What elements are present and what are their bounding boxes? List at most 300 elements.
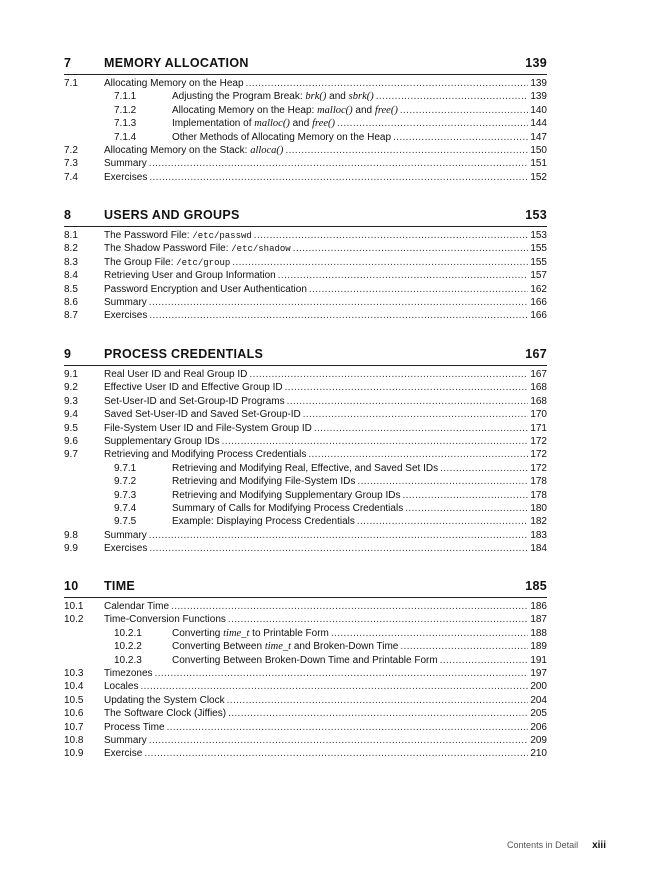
footer-label: Contents in Detail	[507, 840, 579, 850]
dot-leader	[285, 144, 528, 157]
entry-page: 197	[530, 667, 547, 679]
entry-title	[172, 502, 403, 515]
toc-entry	[64, 296, 547, 309]
chapter-page: 185	[525, 579, 547, 593]
entry-page: 182	[530, 516, 547, 528]
entry-title	[104, 529, 147, 542]
entry-title	[104, 694, 225, 707]
toc-entry	[64, 734, 547, 747]
entry-number: 7.4	[64, 171, 78, 183]
entry-text: Exercise	[104, 748, 143, 760]
toc-entry	[64, 104, 547, 117]
entry-text: Allocating Memory on the Heap:	[172, 104, 318, 116]
entry-title	[104, 368, 247, 381]
entry-title	[172, 654, 438, 667]
entry-text: Converting	[172, 627, 224, 639]
entry-page: 168	[530, 382, 547, 394]
dot-leader	[357, 515, 528, 528]
entry-number: 10.1	[64, 601, 84, 612]
dot-leader	[228, 707, 528, 720]
entry-line	[104, 613, 547, 626]
entry-number: 9.4	[64, 409, 78, 421]
entry-page: 186	[530, 601, 547, 612]
entry-title	[172, 104, 398, 117]
entry-number: 10.7	[64, 721, 84, 733]
entry-title	[104, 269, 276, 282]
dot-leader	[314, 422, 528, 435]
entry-line	[104, 256, 547, 270]
dot-leader	[222, 435, 529, 448]
entry-number: 8.4	[64, 270, 78, 282]
entry-number: 8.3	[64, 256, 78, 268]
entry-number: 9.1	[64, 369, 78, 380]
chapter-section	[64, 347, 547, 555]
entry-line	[104, 381, 547, 394]
entry-number: 7.1.2	[114, 104, 137, 116]
toc-entry	[64, 529, 547, 542]
entry-line	[172, 104, 547, 117]
entry-title	[172, 90, 374, 103]
entry-title	[104, 229, 252, 243]
chapter-page: 153	[525, 208, 547, 222]
entry-text: Password Encryption and User Authentication	[104, 283, 307, 295]
entry-title	[104, 448, 306, 461]
entry-text: Effective User ID and Effective Group ID	[104, 382, 283, 394]
entry-text: and Broken-Down Time	[291, 641, 399, 653]
entry-title	[104, 283, 307, 296]
entry-number: 7.2	[64, 144, 78, 156]
entry-page: 139	[530, 91, 547, 103]
toc-entry	[64, 435, 547, 448]
entry-page: 152	[530, 171, 547, 183]
entry-text: Summary	[104, 529, 147, 541]
entry-line	[104, 144, 547, 157]
entry-page: 172	[530, 449, 547, 461]
entry-italic-text: free()	[312, 118, 336, 130]
toc-entry	[64, 381, 547, 394]
chapter-heading	[64, 208, 547, 226]
entry-page: 155	[530, 243, 547, 255]
entry-number: 8.7	[64, 310, 78, 322]
entry-text: Retrieving and Modifying Supplementary Group IDs	[172, 489, 401, 501]
entry-page: 172	[530, 435, 547, 447]
entry-title	[104, 309, 147, 322]
entry-number: 7.1	[64, 78, 78, 89]
entry-italic-text: time_t	[264, 641, 292, 653]
toc-entry	[64, 613, 547, 626]
chapter-number: 7	[64, 56, 72, 70]
entry-line	[104, 309, 547, 322]
entry-line	[104, 408, 547, 421]
dot-leader	[246, 77, 529, 90]
chapter-page: 167	[525, 347, 547, 361]
toc-entry	[64, 395, 547, 408]
entry-text: Time-Conversion Functions	[104, 614, 226, 626]
entry-line	[104, 283, 547, 296]
entry-page: 140	[530, 104, 547, 116]
dot-leader	[254, 229, 529, 242]
entry-title	[104, 144, 283, 157]
entry-line	[172, 515, 547, 528]
entry-italic-text: free()	[374, 104, 398, 116]
toc-entry	[64, 131, 547, 144]
dot-leader	[440, 654, 529, 667]
entry-text: and	[326, 91, 349, 103]
entry-text: Process Time	[104, 721, 165, 733]
entry-number: 8.1	[64, 230, 78, 241]
entry-title	[172, 515, 355, 528]
entry-line	[172, 462, 547, 475]
toc-entry	[64, 721, 547, 734]
entry-number: 9.9	[64, 543, 78, 555]
entry-page: 187	[530, 614, 547, 626]
entry-text: Other Methods of Allocating Memory on the Heap	[172, 131, 392, 143]
toc-entry	[64, 269, 547, 282]
entry-number: 9.8	[64, 529, 78, 541]
entry-title	[172, 640, 398, 653]
entry-text: Converting Between Broken-Down Time and Printable Form	[172, 654, 438, 666]
chapter-number: 8	[64, 208, 72, 222]
entry-line	[104, 734, 547, 747]
entry-title	[172, 117, 335, 130]
entry-title	[104, 680, 138, 693]
entry-page: 178	[530, 489, 547, 501]
entry-number: 9.7.1	[114, 462, 137, 474]
chapter-title: USERS AND GROUPS	[104, 208, 240, 222]
entry-title	[104, 157, 147, 170]
entry-page: 144	[530, 118, 547, 130]
toc-entry	[64, 475, 547, 488]
entry-page: 139	[530, 78, 547, 89]
toc-entry	[64, 368, 547, 381]
entry-page: 151	[530, 158, 547, 170]
dot-leader	[149, 296, 529, 309]
entry-line	[172, 117, 547, 130]
entry-page: 150	[530, 144, 547, 156]
entry-title	[104, 77, 244, 90]
footer-page-number: xiii	[592, 840, 606, 851]
toc-entry	[64, 747, 547, 760]
entry-text: The Shadow Password File:	[104, 243, 232, 255]
toc-entry	[64, 542, 547, 555]
entry-text: Real User ID and Real Group ID	[104, 369, 248, 380]
toc-entry	[64, 462, 547, 475]
chapter-heading	[64, 347, 547, 365]
entry-title	[104, 747, 142, 760]
entry-text: Calendar Time	[104, 601, 170, 612]
entry-text: Retrieving and Modifying Real, Effective, and Saved Set IDs	[172, 462, 439, 474]
toc-entry	[64, 627, 547, 640]
entry-number: 9.7.4	[114, 502, 137, 514]
entry-text: The Software Clock (Jiffies)	[104, 708, 227, 720]
entry-title	[172, 627, 329, 640]
entry-text: Converting Between	[172, 641, 265, 653]
entry-italic-text: time_t	[223, 627, 250, 639]
entry-line	[172, 627, 547, 640]
entry-number: 9.7.3	[114, 489, 137, 501]
entry-number: 9.5	[64, 422, 78, 434]
entry-text: Allocating Memory on the Heap	[104, 78, 244, 89]
entry-page: 178	[530, 476, 547, 488]
entry-text: The Group File:	[104, 256, 177, 268]
dot-leader	[400, 104, 528, 117]
chapter-section	[64, 579, 547, 761]
toc-entry	[64, 694, 547, 707]
entry-title	[104, 381, 283, 394]
toc-entry	[64, 680, 547, 693]
entry-page: 172	[530, 462, 547, 474]
dot-leader	[149, 309, 528, 322]
entry-line	[104, 542, 547, 555]
dot-leader	[140, 680, 528, 693]
entry-line	[104, 707, 547, 720]
entry-page: 210	[530, 748, 547, 760]
entry-line	[104, 422, 547, 435]
entry-page: 170	[530, 409, 547, 421]
entry-page: 167	[530, 369, 547, 380]
entry-page: 188	[530, 627, 547, 639]
entry-title	[104, 395, 285, 408]
entry-line	[172, 475, 547, 488]
entry-page: 162	[530, 283, 547, 295]
entry-number: 10.5	[64, 694, 84, 706]
entry-page: 153	[530, 230, 547, 241]
entry-line	[104, 395, 547, 408]
entry-title	[104, 171, 147, 184]
entry-text: The Password File:	[104, 230, 193, 241]
entry-text: File-System User ID and File-System Group ID	[104, 422, 312, 434]
entry-title	[104, 542, 147, 555]
entry-text: and	[352, 104, 375, 116]
dot-leader	[167, 721, 529, 734]
entry-text: Implementation of	[172, 118, 255, 130]
chapter-number: 9	[64, 347, 72, 361]
entry-line	[104, 600, 547, 613]
entry-number: 7.1.1	[114, 91, 137, 103]
dot-leader	[228, 613, 528, 626]
entry-title	[172, 462, 438, 475]
entry-number: 9.7	[64, 449, 78, 461]
dot-leader	[171, 600, 528, 613]
entry-title	[104, 667, 153, 680]
chapter-rule	[64, 365, 547, 366]
chapter-title: TIME	[104, 579, 136, 593]
dot-leader	[293, 242, 529, 255]
entry-line	[104, 269, 547, 282]
chapter-rule	[64, 597, 547, 598]
entry-italic-text: malloc()	[317, 104, 353, 116]
chapter-heading	[64, 56, 547, 74]
entry-page: 204	[530, 694, 547, 706]
entry-number: 8.5	[64, 283, 78, 295]
toc-entry	[64, 77, 547, 90]
entry-title	[104, 256, 230, 270]
dot-leader	[249, 368, 528, 381]
entry-text: Summary	[104, 158, 147, 170]
dot-leader	[149, 734, 529, 747]
entry-text: Summary	[104, 734, 147, 746]
entry-title	[172, 131, 391, 144]
chapter-title: MEMORY ALLOCATION	[104, 56, 249, 70]
entry-text: Retrieving and Modifying Process Credentials	[104, 449, 307, 461]
entry-page: 209	[530, 734, 547, 746]
toc-entry	[64, 654, 547, 667]
entry-line	[104, 77, 547, 90]
dot-leader	[232, 256, 528, 269]
entry-number: 9.7.2	[114, 476, 137, 488]
dot-leader	[331, 627, 528, 640]
entry-page: 206	[530, 721, 547, 733]
toc-entry	[64, 229, 547, 242]
entry-line	[104, 667, 547, 680]
entry-text: Exercises	[104, 310, 148, 322]
entry-number: 8.6	[64, 296, 78, 308]
dot-leader	[285, 381, 529, 394]
entry-title	[104, 613, 226, 626]
entry-text: Updating the System Clock	[104, 694, 225, 706]
entry-number: 9.2	[64, 382, 78, 394]
entry-title	[104, 721, 165, 734]
entry-text: Example: Displaying Process Credentials	[172, 516, 355, 528]
page-footer	[507, 840, 606, 851]
entry-number: 10.9	[64, 748, 84, 760]
entry-text: Set-User-ID and Set-Group-ID Programs	[104, 395, 285, 407]
entry-title	[104, 408, 301, 421]
toc-entry	[64, 640, 547, 653]
chapter-rule	[64, 226, 547, 227]
entry-title	[104, 600, 169, 613]
entry-line	[104, 721, 547, 734]
entry-page: 183	[530, 529, 547, 541]
entry-number: 10.2.2	[114, 641, 142, 653]
entry-code-text: /etc/group	[176, 257, 231, 268]
entry-page: 166	[530, 310, 547, 322]
entry-number: 7.1.4	[114, 131, 137, 143]
dot-leader	[227, 694, 529, 707]
entry-italic-text: malloc()	[254, 118, 290, 130]
toc-entry	[64, 90, 547, 103]
entry-number: 9.6	[64, 435, 78, 447]
entry-title	[104, 707, 226, 720]
entry-line	[104, 435, 547, 448]
entry-number: 9.7.5	[114, 516, 137, 528]
entry-line	[172, 90, 547, 103]
dot-leader	[149, 157, 529, 170]
entry-line	[104, 296, 547, 309]
entry-number: 10.2.1	[114, 627, 142, 639]
dot-leader	[400, 640, 528, 653]
entry-line	[104, 229, 547, 243]
dot-leader	[440, 462, 528, 475]
dot-leader	[357, 475, 528, 488]
toc-entry	[64, 489, 547, 502]
toc-entry	[64, 422, 547, 435]
entry-title	[172, 475, 355, 488]
entry-text: Saved Set-User-ID and Saved Set-Group-ID	[104, 409, 301, 421]
entry-page: 205	[530, 708, 547, 720]
chapter-rule	[64, 74, 547, 75]
toc-entry	[64, 408, 547, 421]
entry-number: 10.6	[64, 708, 84, 720]
entry-page: 189	[530, 641, 547, 653]
entry-number: 7.3	[64, 158, 78, 170]
entry-code-text: /etc/shadow	[231, 244, 291, 255]
entry-text: Timezones	[104, 667, 153, 679]
entry-title	[104, 296, 147, 309]
dot-leader	[303, 408, 529, 421]
entry-text: Summary	[104, 296, 147, 308]
toc-entry	[64, 242, 547, 255]
toc-entry	[64, 667, 547, 680]
entry-title	[104, 435, 220, 448]
entry-text: Exercises	[104, 543, 148, 555]
toc-entry	[64, 256, 547, 269]
entry-line	[104, 448, 547, 461]
entry-text: Summary of Calls for Modifying Process Credentials	[172, 502, 404, 514]
entry-title	[172, 489, 400, 502]
dot-leader	[149, 171, 528, 184]
entry-title	[104, 734, 147, 747]
chapter-page: 139	[525, 56, 547, 70]
dot-leader	[376, 90, 529, 103]
entry-page: 155	[530, 256, 547, 268]
entry-italic-text: brk()	[305, 91, 327, 103]
entry-text: Exercises	[104, 171, 148, 183]
toc-entry	[64, 515, 547, 528]
toc-entry	[64, 502, 547, 515]
dot-leader	[144, 747, 528, 760]
toc-entry	[64, 283, 547, 296]
chapter-section	[64, 56, 547, 184]
entry-line	[172, 640, 547, 653]
entry-page: 191	[530, 654, 547, 666]
entry-line	[104, 747, 547, 760]
dot-leader	[278, 269, 529, 282]
chapter-number: 10	[64, 579, 79, 593]
entry-text: Allocating Memory on the Stack:	[104, 144, 251, 156]
entry-number: 7.1.3	[114, 118, 137, 130]
dot-leader	[402, 489, 528, 502]
chapter-heading	[64, 579, 547, 597]
dot-leader	[309, 283, 528, 296]
entry-text: and	[289, 118, 313, 130]
entry-line	[104, 242, 547, 256]
entry-page: 184	[530, 543, 547, 555]
entry-line	[172, 489, 547, 502]
entry-text: to Printable Form	[249, 627, 329, 639]
entry-number: 9.3	[64, 395, 78, 407]
toc-entry	[64, 171, 547, 184]
entry-number: 8.2	[64, 243, 78, 255]
entry-page: 180	[530, 502, 547, 514]
entry-number: 10.2	[64, 614, 84, 626]
entry-line	[104, 368, 547, 381]
entry-text: Adjusting the Program Break:	[172, 91, 306, 103]
entry-line	[104, 529, 547, 542]
entry-page: 200	[530, 681, 547, 693]
entry-page: 168	[530, 395, 547, 407]
toc-entry	[64, 309, 547, 322]
toc-entry	[64, 707, 547, 720]
dot-leader	[308, 448, 528, 461]
dot-leader	[405, 502, 528, 515]
dot-leader	[337, 117, 528, 130]
entry-text: Locales	[104, 681, 139, 693]
entry-page: 171	[530, 422, 547, 434]
toc-entry	[64, 144, 547, 157]
toc-entry	[64, 600, 547, 613]
chapter-section	[64, 208, 547, 323]
